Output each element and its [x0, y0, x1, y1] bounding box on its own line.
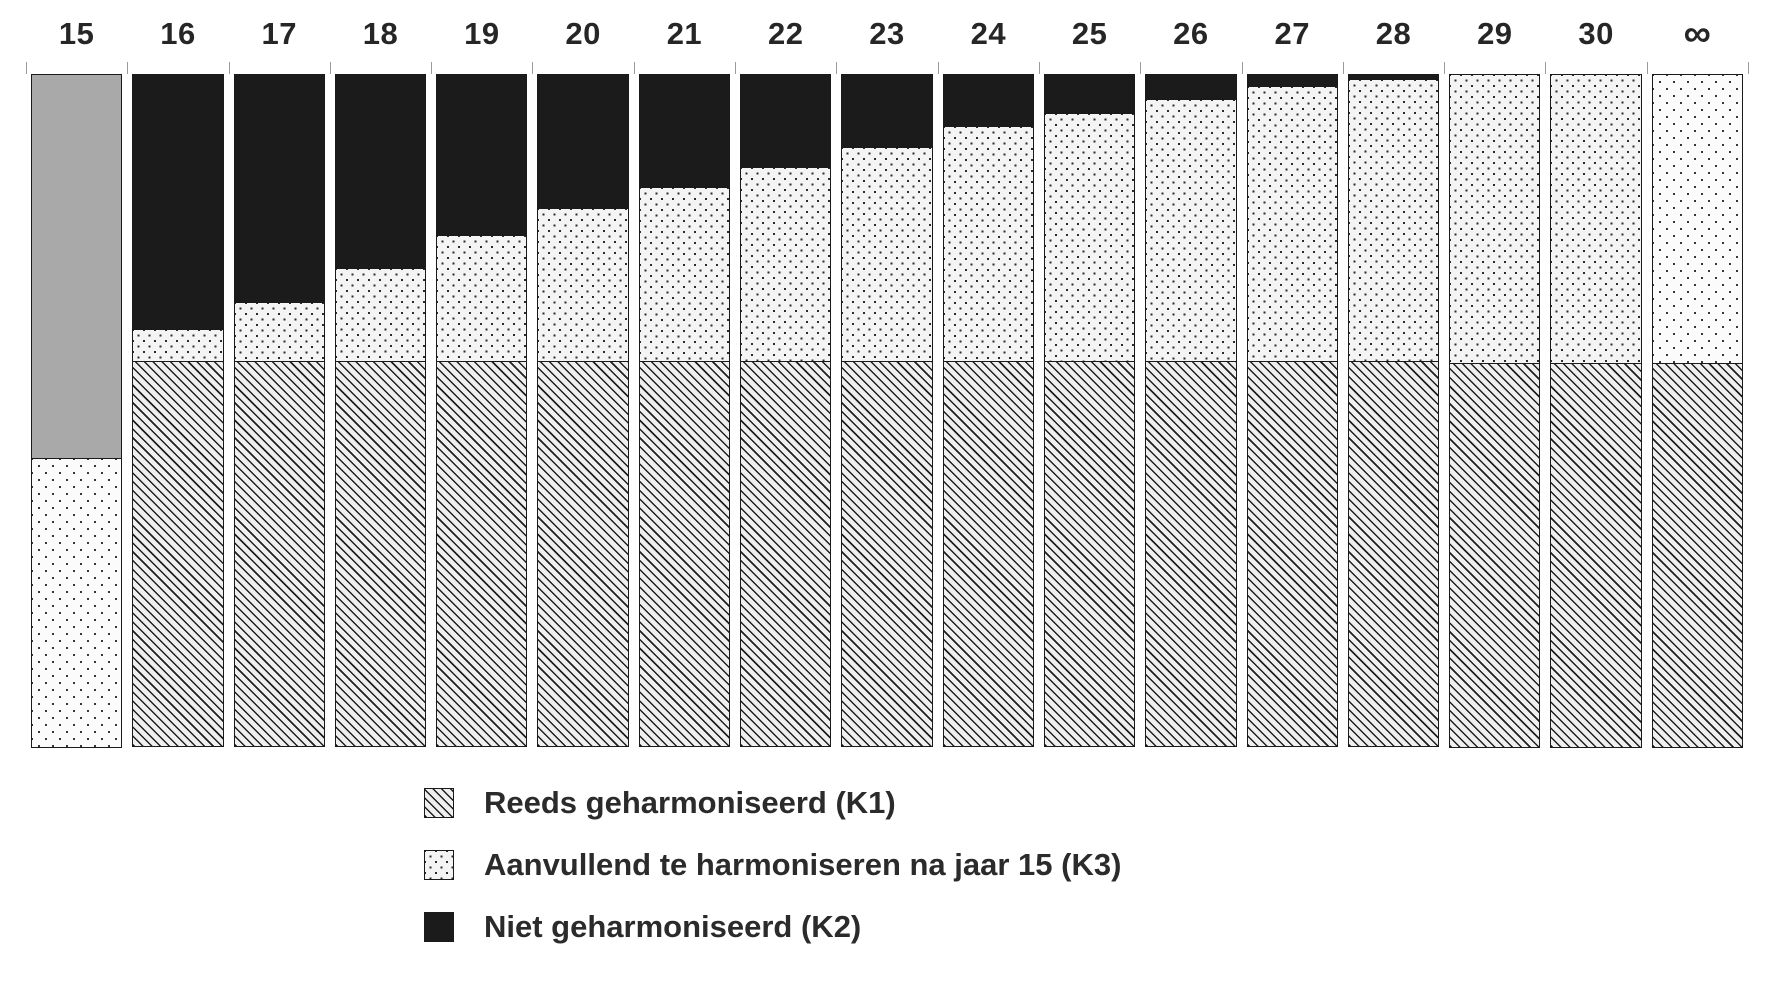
- axis-tick-mark: [1140, 62, 1141, 74]
- bar-segment-k1: [1247, 361, 1338, 746]
- bar-column: [330, 74, 431, 750]
- legend-item: [424, 896, 1424, 958]
- bar-segment-k3: [1348, 79, 1439, 363]
- axis-tick-mark: [532, 62, 533, 74]
- bar-segment-k3: [841, 147, 932, 363]
- bar-segment-k2: [841, 74, 932, 148]
- bar-segment-k2: [1044, 74, 1135, 115]
- bar-segment-k1: [1652, 363, 1743, 748]
- legend-swatch-k2: [424, 912, 454, 942]
- bar-column: [836, 74, 937, 750]
- stacked-bar: [841, 74, 932, 750]
- axis-tick-mark: [735, 62, 736, 74]
- bar-column: [127, 74, 228, 750]
- bar-segment-k3: [1044, 113, 1135, 363]
- axis-tick-mark: [836, 62, 837, 74]
- bar-segment-k1: [1550, 363, 1641, 748]
- stacked-bar: [740, 74, 831, 750]
- x-axis-tick-label: 16: [160, 16, 196, 51]
- stacked-bar: [639, 74, 730, 750]
- x-axis-tick-label: 26: [1173, 16, 1209, 51]
- stacked-bar: [1044, 74, 1135, 750]
- bar-column: [1140, 74, 1241, 750]
- axis-tick-mark: [431, 62, 432, 74]
- bar-segment-grey: [31, 74, 122, 459]
- bar-column: [1242, 74, 1343, 750]
- bar-column: [938, 74, 1039, 750]
- legend-item: [424, 772, 1424, 834]
- x-axis-tick-label: 23: [869, 16, 905, 51]
- bar-segment-k3: [436, 235, 527, 363]
- axis-tick-mark: [1545, 62, 1546, 74]
- bar-segment-k1: [1044, 361, 1135, 746]
- x-axis-tick-label: 29: [1477, 16, 1513, 51]
- bar-segment-k2: [234, 74, 325, 304]
- x-axis-tick-label: 27: [1274, 16, 1310, 51]
- legend-item: [424, 834, 1424, 896]
- axis-tick-mark: [127, 62, 128, 74]
- legend-label: Reeds geharmoniseerd (K1): [484, 785, 896, 820]
- axis-tick-mark: [1343, 62, 1344, 74]
- legend-label: Niet geharmoniseerd (K2): [484, 909, 862, 944]
- stacked-bar: [234, 74, 325, 750]
- stacked-bar: [335, 74, 426, 750]
- axis-tick-mark: [1242, 62, 1243, 74]
- bar-segment-k3: [1145, 99, 1236, 363]
- bar-segment-k3-sparse: [1652, 74, 1743, 365]
- stacked-bar: [1145, 74, 1236, 750]
- stacked-bar: [132, 74, 223, 750]
- x-axis-tick-label: 24: [970, 16, 1007, 51]
- bar-segment-k1: [740, 361, 831, 746]
- bar-segment-k1: [132, 361, 223, 746]
- bar-segment-k1: [1449, 363, 1540, 748]
- axis-tick-mark: [634, 62, 635, 74]
- bar-segment-k3: [234, 302, 325, 363]
- bar-segment-k1: [639, 361, 730, 746]
- bar-column: [1545, 74, 1646, 750]
- x-axis-ticks: [26, 62, 1748, 74]
- x-axis-tick-label: 20: [565, 16, 601, 51]
- bar-segment-k2: [537, 74, 628, 209]
- bar-segment-k2: [132, 74, 223, 331]
- x-axis-tick-label: 15: [58, 16, 95, 51]
- chart-legend: [424, 772, 1424, 958]
- x-axis-tick-label: 22: [767, 16, 804, 51]
- x-axis-tick-label: ∞: [1683, 13, 1712, 55]
- bar-column: [1444, 74, 1545, 750]
- axis-tick-mark: [938, 62, 939, 74]
- bar-segment-k2: [943, 74, 1034, 128]
- bar-segment-k1: [335, 361, 426, 746]
- bar-segment-k1: [841, 361, 932, 746]
- stacked-bar: [1449, 74, 1540, 750]
- bar-column: [1647, 74, 1748, 750]
- bar-segment-k1: [537, 361, 628, 746]
- bar-segment-k2: [335, 74, 426, 270]
- bar-segment-k3: [1449, 74, 1540, 365]
- bar-column: [26, 74, 127, 750]
- bar-segment-k3: [639, 187, 730, 363]
- stacked-bar: [943, 74, 1034, 750]
- stacked-bar: [1348, 74, 1439, 750]
- bar-segment-k1: [1145, 361, 1236, 746]
- x-axis-tick-label: 30: [1578, 16, 1614, 51]
- legend-label: Aanvullend te harmoniseren na jaar 15 (K3): [484, 847, 1122, 882]
- stacked-bar: [436, 74, 527, 750]
- bar-column: [532, 74, 633, 750]
- bar-segment-k1: [1348, 361, 1439, 746]
- bar-segment-k3: [1550, 74, 1641, 365]
- bar-column: [1039, 74, 1140, 750]
- bar-column: [1343, 74, 1444, 750]
- legend-swatch-k1: [424, 788, 454, 818]
- x-axis-tick-label: 18: [362, 16, 399, 51]
- bar-segment-k2: [436, 74, 527, 236]
- bar-segment-k3: [1247, 86, 1338, 363]
- stacked-bar: [537, 74, 628, 750]
- bar-segment-k3: [335, 268, 426, 363]
- bar-segment-k3: [943, 126, 1034, 363]
- plot-area: [26, 74, 1748, 750]
- bar-segment-k1: [943, 361, 1034, 746]
- bar-segment-k3: [537, 208, 628, 363]
- bar-segment-k1: [436, 361, 527, 746]
- axis-tick-mark: [229, 62, 230, 74]
- bar-column: [735, 74, 836, 750]
- x-axis-tick-label: 21: [666, 16, 703, 51]
- stacked-bar: [31, 74, 122, 750]
- bar-segment-k1: [234, 361, 325, 746]
- x-axis-tick-label: 17: [261, 16, 297, 51]
- stacked-bar: [1550, 74, 1641, 750]
- x-axis-tick-label: 28: [1375, 16, 1412, 51]
- axis-tick-mark: [26, 62, 27, 74]
- axis-tick-mark: [1647, 62, 1648, 74]
- bar-segment-k2: [639, 74, 730, 189]
- legend-swatch-k3: [424, 850, 454, 880]
- bar-segment-k3: [132, 329, 223, 363]
- stacked-bar: [1247, 74, 1338, 750]
- x-axis-tick-label: 25: [1071, 16, 1108, 51]
- axis-tick-mark: [1444, 62, 1445, 74]
- bar-segment-k3: [740, 167, 831, 363]
- axis-tick-mark: [1039, 62, 1040, 74]
- axis-tick-mark: [1748, 62, 1749, 74]
- bar-segment-k3-sparse: [31, 458, 122, 749]
- bar-segment-k2: [1145, 74, 1236, 101]
- stacked-bar: [1652, 74, 1743, 750]
- bar-column: [634, 74, 735, 750]
- bar-column: [431, 74, 532, 750]
- axis-tick-mark: [330, 62, 331, 74]
- x-axis-labels: [26, 8, 1748, 60]
- x-axis-tick-label: 19: [464, 16, 500, 51]
- bar-segment-k2: [740, 74, 831, 169]
- bar-column: [229, 74, 330, 750]
